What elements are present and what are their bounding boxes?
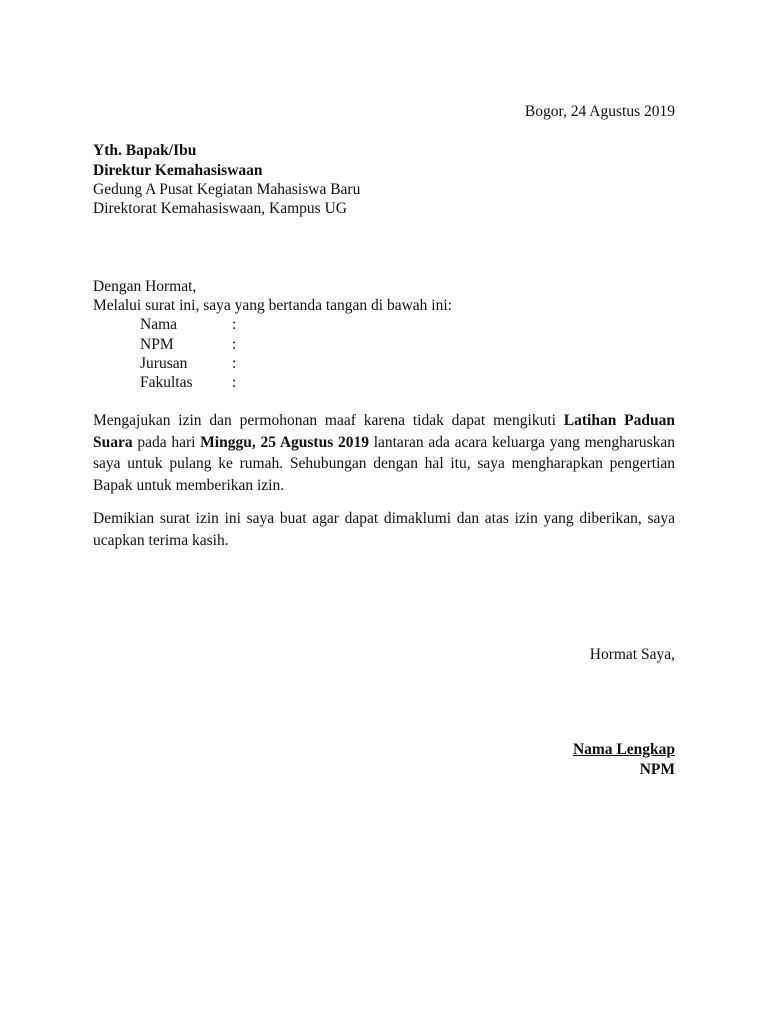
body1-part3: lantaran ada acara keluarga yang mengharuskan saya untuk pulang ke rumah. Sehubungan dengan hal itu, saya mengharapkan pengertian Bapak untuk memberikan izin.: [93, 433, 676, 494]
body1-part1: Mengajukan izin dan permohonan maaf karena tidak dapat mengikuti: [93, 412, 564, 429]
field-label-nama: Nama: [140, 316, 178, 333]
recipient-address-line2: Direktorat Kemahasiswaan, Kampus UG: [93, 200, 347, 217]
field-label-jurusan: Jurusan: [140, 355, 188, 372]
place-date: Bogor, 24 Agustus 2019: [524, 103, 675, 120]
field-colon-fakultas: :: [232, 374, 237, 391]
field-colon-nama: :: [232, 316, 237, 333]
closing: Hormat Saya,: [589, 646, 675, 663]
field-colon-npm: :: [232, 336, 237, 353]
recipient-position: Direktur Kemahasiswaan: [93, 162, 263, 179]
body1-part2: pada hari: [132, 433, 201, 451]
body-paragraph-2: Demikian surat izin ini saya buat agar dapat dimaklumi dan atas izin yang diberikan, saya ucapkan terima kasih.: [93, 510, 675, 549]
signature-name: Nama Lengkap: [572, 741, 675, 758]
field-label-fakultas: Fakultas: [140, 374, 193, 391]
event-date: Minggu, 25 Agustus 2019: [200, 433, 369, 451]
field-colon-jurusan: :: [232, 355, 237, 372]
event-name: Latihan Paduan Suara: [93, 412, 675, 451]
body-paragraph-1: [93, 410, 675, 496]
recipient-salutation: Yth. Bapak/Ibu: [93, 142, 197, 159]
signature-id: NPM: [639, 761, 675, 778]
recipient-address-line1: Gedung A Pusat Kegiatan Mahasiswa Baru: [93, 181, 361, 198]
intro-text: Melalui surat ini, saya yang bertanda tangan di bawah ini:: [93, 297, 452, 314]
field-label-npm: NPM: [140, 336, 174, 353]
greeting: Dengan Hormat,: [93, 278, 197, 295]
